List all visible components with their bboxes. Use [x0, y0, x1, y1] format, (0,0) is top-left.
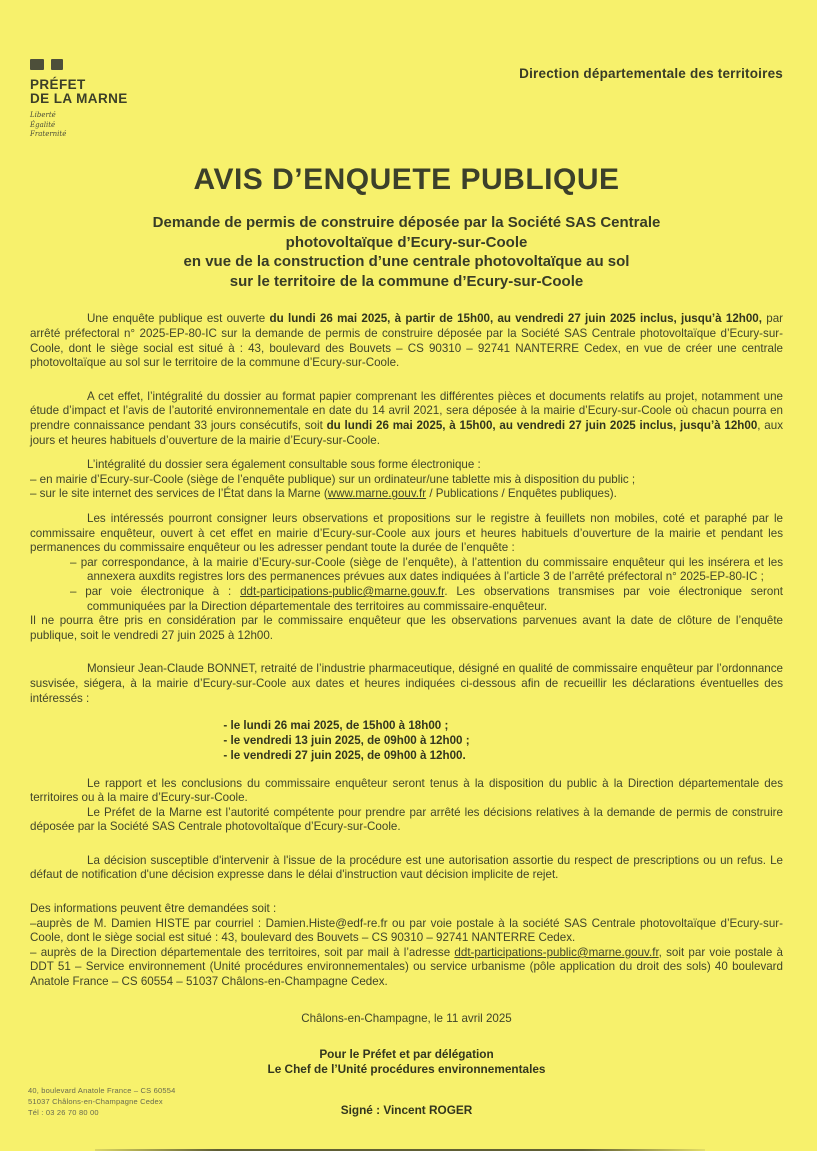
- footer-address-block: [28, 1086, 175, 1119]
- p2-text-post: , aux jours et heures habituels d’ouverture de la mairie d’Ecury-sur-Coole.: [30, 419, 783, 447]
- footer-address-line2: 51037 Châlons-en-Champagne Cedex: [28, 1097, 163, 1107]
- permanence-dates-list: [223, 719, 469, 763]
- signature-line: Signé : Vincent ROGER: [340, 1103, 473, 1118]
- p1-text-post: par arrêté préfectoral n° 2025-EP-80-IC sur la demande de permis de construire déposée par la Société SAS Centrale photovoltaïque d’Ecury-sur-Coole, dont le siège social est situé à : 43, boulevard des Bouvets – CS 90310 – 92741 NANTERRE Cedex, en vue de créer une centrale photovoltaïque au sol sur le territoire de la commune d’Ecury-sur-Coole.: [30, 312, 784, 370]
- list-item-site-internet: [30, 487, 783, 502]
- footer-address-line1: 40, boulevard Anatole France – CS 60554: [28, 1086, 176, 1096]
- paragraph-informations-intro: Des informations peuvent être demandées soit :: [30, 902, 277, 916]
- notice-body: [30, 312, 783, 989]
- p4-item2-pre: – par voie électronique à :: [70, 584, 241, 598]
- paragraph-commissaire-enqueteur: Monsieur Jean-Claude BONNET, retraité de l’industrie pharmaceutique, désigné en qualité de commissaire enquêteur par l’ordonnance susvisée, siégera, à la mairie d’Ecury-sur-Coole aux dates et heures indiquées ci-dessous afin de recueillir les déclarations éventuelles des intéressés :: [30, 662, 783, 705]
- logo-mark-left: [30, 59, 44, 70]
- subtitle-line-2: photovoltaïque d’Ecury-sur-Coole: [285, 233, 528, 251]
- agency-name-line2: DE LA MARNE: [30, 90, 128, 106]
- page-header: [30, 58, 783, 139]
- notice-title: AVIS D’ENQUETE PUBLIQUE: [193, 163, 620, 197]
- paragraph-cloture-observations: Il ne pourra être pris en considération par le commissaire enquêteur que les observations parvenues avant la date de clôture de l’enquête publique, soit le vendredi 27 juin 2025 à 12h00.: [30, 614, 783, 642]
- paragraph-observations-intro: Les intéressés pourront consigner leurs observations et propositions sur le registre à feuillets non mobiles, coté et paraphé par le commissaire enquêteur, ouvert à cet effet en mairie d’Ecury-sur-Coole aux jours et heures habituels d’ouverture de la mairie et pendant les permanences du commissaire enquêteur ou les adresser pendant toute la durée de l’enquête :: [30, 511, 783, 555]
- department-name: Direction départementale des territoires: [519, 66, 783, 81]
- paragraph-consultation-electronique-intro: L’intégralité du dossier sera également consultable sous forme électronique :: [87, 458, 481, 472]
- agency-name-line1: PRÉFET: [30, 76, 86, 92]
- list-item-contact-ddt: [30, 946, 783, 990]
- agency-name: [30, 78, 128, 106]
- permanence-date-1: - le lundi 26 mai 2025, de 15h00 à 18h00 ;: [223, 719, 449, 733]
- ddt-email-link[interactable]: ddt-participations-public@marne.gouv.fr: [240, 584, 445, 598]
- permanence-date-3: - le vendredi 27 juin 2025, de 09h00 à 12h00.: [223, 748, 466, 762]
- notice-subtitle: [30, 213, 783, 291]
- marianne-logo-icon: [30, 58, 128, 75]
- subtitle-line-4: sur le territoire de la commune d’Ecury-sur-Coole: [229, 272, 584, 290]
- p3-item2-post: / Publications / Enquêtes publiques).: [426, 487, 617, 501]
- p3-item2-pre: – sur le site internet des services de l’État dans la Marne (: [30, 487, 328, 501]
- p8-item2-pre: – auprès de la Direction départementale des territoires, soit par mail à l’adresse: [30, 945, 455, 959]
- paragraph-rapport-conclusions: Le rapport et les conclusions du commissaire enquêteur seront tenus à la disposition du public à la Direction départementale des territoires ou à la maire d’Ecury-sur-Coole.: [30, 776, 783, 805]
- marne-gouv-link[interactable]: www.marne.gouv.fr: [327, 487, 427, 501]
- list-item-voie-electronique: [30, 585, 783, 614]
- p8-item2-post: , soit par voie postale à DDT 51 – Service environnement (Unité procédures environnementales) ou service urbanisme (pôle application du droit des sols) 40 boulevard Anatole France – CS 60554 – 51037 Châlons-en-Champagne Cedex.: [30, 945, 784, 989]
- list-item-contact-histe: –auprès de M. Damien HISTE par courriel : Damien.Histe@edf-re.fr ou par voie postale à la société SAS Centrale photovoltaïque d’Ecury-sur-Coole, dont le siège social est situé : 43, boulevard des Bouvets – CS 90310 – 92741 NANTERRE Cedex.: [30, 916, 783, 945]
- p1-date-range: du lundi 26 mai 2025, à partir de 15h00, au vendredi 27 juin 2025 inclus, jusqu’à 12h00,: [269, 312, 762, 326]
- motto-liberte: Liberté: [30, 111, 56, 120]
- ddt-email-link-2[interactable]: ddt-participations-public@marne.gouv.fr: [454, 945, 659, 959]
- motto-egalite: Égalité: [30, 120, 56, 129]
- list-item-correspondance: – par correspondance, à la mairie d’Ecury-sur-Coole (siège de l’enquête), à l’attention du commissaire enquêteur qui les insérera et les annexera auxdits registres lors des permanences prévues aux dates indiquées à l’article 3 de l’arrêté préfectoral n° 2025-EP-80-IC ;: [70, 555, 783, 584]
- subtitle-line-1: Demande de permis de construire déposée par la Société SAS Centrale: [152, 214, 661, 232]
- logo-mark-right: [51, 59, 63, 70]
- p1-text-pre: Une enquête publique est ouverte: [87, 312, 270, 326]
- permanence-date-2: - le vendredi 13 juin 2025, de 09h00 à 12h00 ;: [223, 733, 470, 747]
- paragraph-prefet-autorite: Le Préfet de la Marne est l’autorité compétente pour prendre par arrêté les décisions relatives à la demande de permis de construire déposée par la Société SAS Centrale photovoltaïque d’Ecury-sur-Coole.: [30, 805, 783, 834]
- place-and-date: Châlons-en-Champagne, le 11 avril 2025: [301, 1011, 512, 1025]
- motto-fraternite: Fraternité: [30, 130, 67, 139]
- paragraph-enquete-ouverture: [30, 312, 783, 370]
- footer-phone: Tél : 03 26 70 80 00: [28, 1108, 99, 1118]
- p4-item2-post: . Les observations transmises par voie électronique seront communiquées par la Direction départementale des territoires au commissaire-enquêteur.: [87, 584, 783, 613]
- paper-bottom-edge-shadow: [95, 1149, 705, 1151]
- delegation-line-2: Le Chef de l’Unité procédures environnementales: [267, 1061, 546, 1076]
- delegation-block: [30, 1047, 783, 1078]
- republic-motto: [30, 111, 128, 139]
- subtitle-line-3: en vue de la construction d’une centrale photovoltaïque au sol: [183, 253, 630, 271]
- paragraph-dossier-papier: [30, 390, 783, 448]
- p2-date-range: du lundi 26 mai 2025, à 15h00, au vendredi 27 juin 2025 inclus, jusqu’à 12h00: [326, 419, 758, 433]
- prefet-logo-block: [30, 58, 128, 139]
- list-item-mairie-tablette: – en mairie d’Ecury-sur-Coole (siège de l’enquête publique) sur un ordinateur/une tablette mis à disposition du public ;: [30, 472, 636, 486]
- paragraph-decision: La décision susceptible d'intervenir à l'issue de la procédure est une autorisation assortie du respect de prescriptions ou un refus. Le défaut de notification d'une décision expresse dans le délai d'instruction vaut décision implicite de rejet.: [30, 853, 783, 882]
- p2-text-pre: A cet effet, l’intégralité du dossier au format papier comprenant les différentes pièces et documents relatifs au projet, notamment une étude d’impact et l’avis de l’autorité environnementale en date du 14 avril 2021, sera déposée à la mairie d’Ecury-sur-Coole où chacun pourra en prendre connaissance pendant 33 jours consécutifs, soit: [30, 389, 783, 433]
- delegation-line-1: Pour le Préfet et par délégation: [319, 1046, 494, 1061]
- permanence-dates-block: [30, 719, 783, 763]
